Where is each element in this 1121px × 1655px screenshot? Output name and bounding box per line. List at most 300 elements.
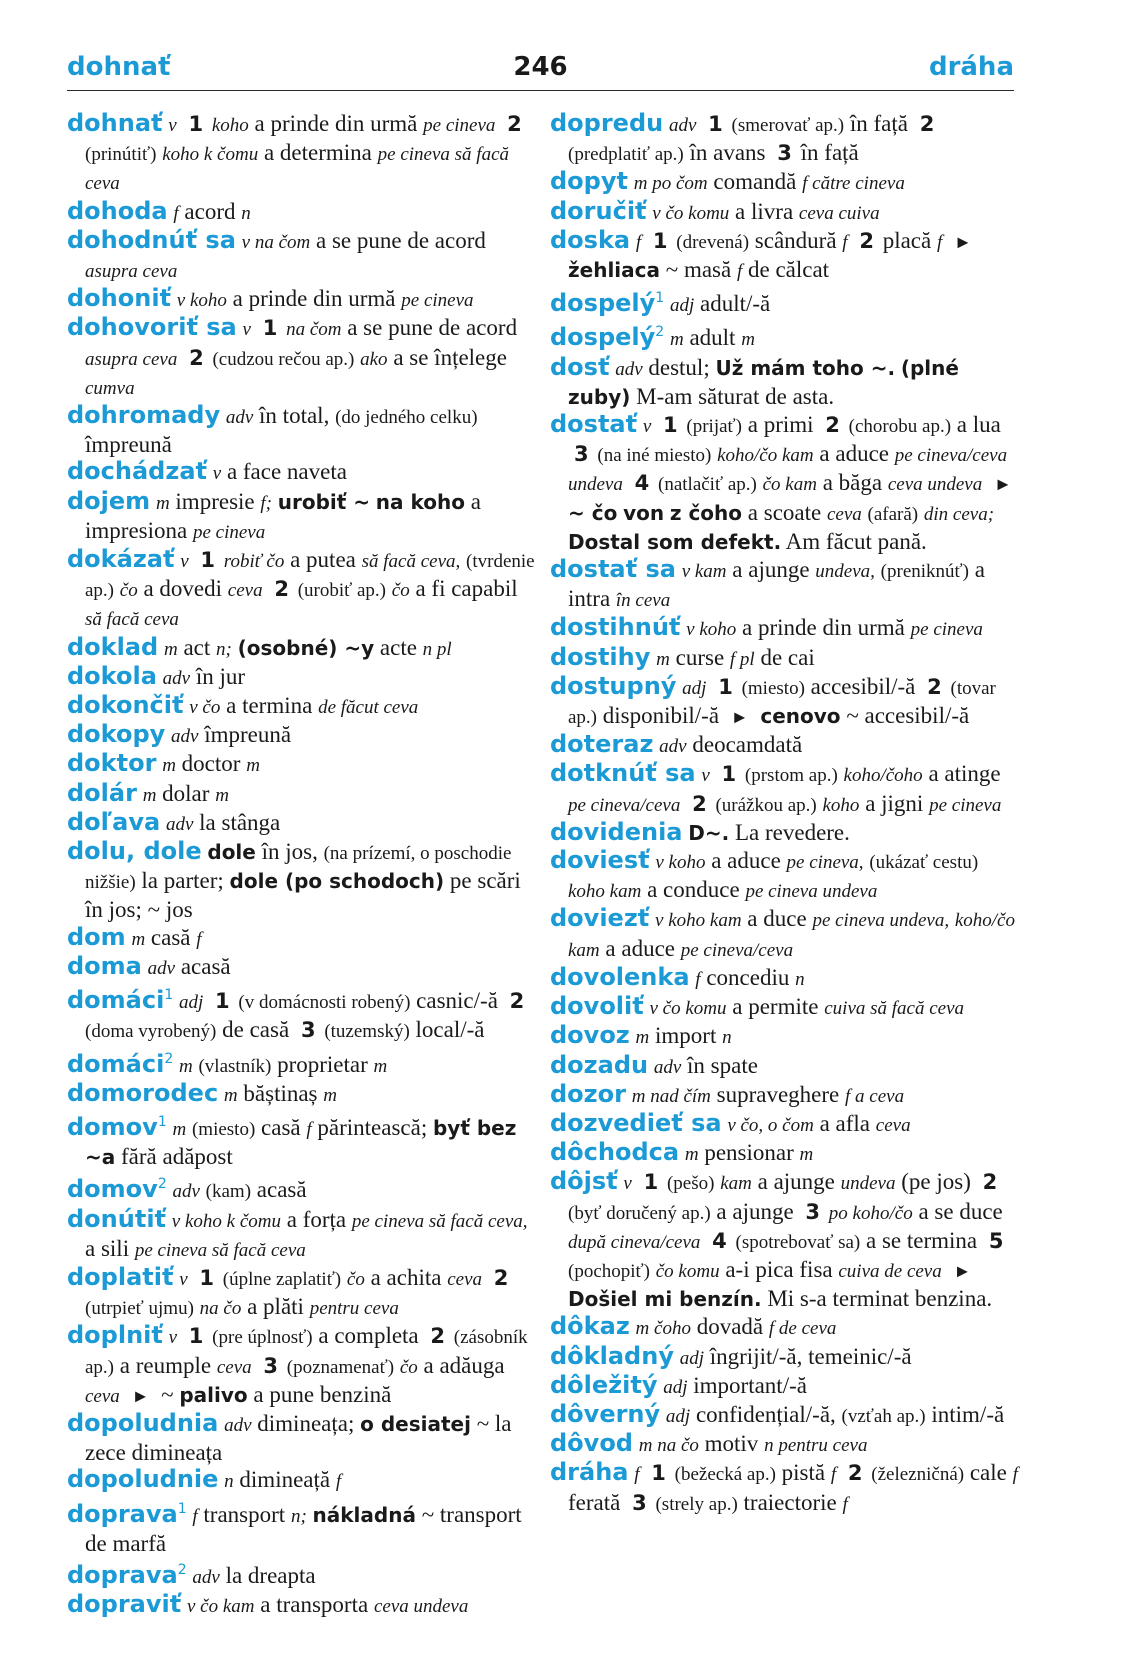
translation: a termina: [226, 693, 313, 719]
translation: împreună: [204, 722, 292, 748]
sense-number: 1: [663, 413, 678, 438]
headword: [550, 226, 630, 254]
sense-context: (miesto): [741, 677, 805, 699]
grammar-note: v čo komu: [652, 202, 730, 224]
dictionary-entry: [67, 780, 537, 809]
headword: [67, 1205, 166, 1233]
grammar-note: ceva undeva: [887, 474, 983, 496]
grammar-note: m: [172, 1118, 187, 1140]
translation: Mi s-a terminat benzina.: [767, 1286, 993, 1312]
translation: a impresiona: [85, 488, 481, 543]
dictionary-entry: [67, 809, 537, 838]
headword: [67, 779, 137, 807]
translation: a scoate: [747, 499, 822, 525]
dictionary-entry: [67, 1206, 537, 1264]
grammar-note: pe cineva/ceva undeva: [568, 445, 1008, 496]
grammar-note: m: [373, 1055, 388, 1077]
translation: a se pune de acord: [347, 315, 518, 341]
sense-number: 1: [188, 112, 204, 136]
grammar-note: m po čom: [633, 173, 708, 195]
grammar-note: ceva cuiva: [798, 202, 880, 224]
grammar-note: pe cineva: [929, 794, 1002, 816]
headword-text: dozadu: [550, 1050, 649, 1079]
translation: a forța: [286, 1206, 347, 1232]
grammar-note: pentru ceva: [309, 1298, 399, 1320]
translation: comandă: [713, 169, 797, 195]
headword: [550, 846, 650, 874]
grammar-note: m: [131, 928, 146, 950]
right-column: [550, 110, 1020, 1518]
dictionary-entry: [67, 198, 537, 227]
translation: scândură: [754, 227, 837, 253]
grammar-note: m nad čím: [631, 1085, 711, 1107]
headword: [550, 1109, 722, 1137]
phrase: Dostal som defekt.: [568, 529, 782, 554]
dictionary-entry: [550, 354, 1020, 411]
phrase: nákladná: [312, 1502, 416, 1527]
headword: [550, 963, 690, 991]
grammar-note: m: [215, 784, 229, 806]
headword-text: dolár: [67, 778, 137, 807]
dictionary-entry: [550, 556, 1020, 614]
grammar-note: pe cineva undeva,: [812, 910, 950, 932]
grammar-note: m na čo: [638, 1435, 699, 1457]
headword: [550, 1458, 629, 1486]
grammar-note: v: [212, 463, 222, 485]
grammar-note: f a ceva: [844, 1085, 905, 1107]
grammar-note: n: [722, 1027, 732, 1049]
dictionary-entry: [67, 1046, 537, 1080]
headword-text: doprava: [67, 1560, 178, 1589]
grammar-note: ceva: [227, 580, 263, 602]
headword: [67, 720, 165, 748]
headword-text: dopyt: [550, 167, 628, 196]
translation: dimineață: [239, 1467, 331, 1493]
translation: pistă: [781, 1460, 826, 1486]
headword-text: dostihnúť: [550, 613, 681, 642]
dictionary-entry: [550, 760, 1020, 818]
translation: a adăuga: [423, 1352, 505, 1378]
translation: a aduce: [819, 441, 889, 467]
dictionary-entry: [550, 110, 1020, 168]
dictionary-entry: [550, 285, 1020, 319]
grammar-note: n: [795, 968, 805, 990]
headword-text: dôchodca: [550, 1138, 680, 1167]
grammar-note: f: [695, 968, 701, 990]
headword-text: dôjsť: [550, 1167, 618, 1196]
translation: a atinge: [928, 761, 1001, 787]
translation: import: [655, 1023, 717, 1049]
grammar-note: na čo: [199, 1298, 242, 1320]
translation: a-i pica fisa: [725, 1256, 833, 1282]
sense-number: 3: [632, 1490, 647, 1515]
dictionary-entry: [67, 838, 537, 924]
grammar-note: adj: [179, 992, 204, 1014]
grammar-note: m: [635, 1027, 650, 1049]
translation: a achita: [370, 1264, 442, 1290]
grammar-note: adj: [682, 677, 707, 699]
translation: ~: [161, 1381, 174, 1407]
arrow-marker: ►: [994, 474, 1012, 495]
phrase-note: ~ čo: [568, 500, 618, 525]
headword: [550, 1429, 633, 1457]
headword-text: dokola: [67, 661, 157, 690]
headword: [67, 808, 160, 836]
sense-context: (vlastník): [198, 1055, 272, 1077]
dictionary-entry: [67, 227, 537, 285]
headword: [550, 1167, 618, 1195]
grammar-note: čo: [399, 1356, 418, 1378]
sense-number: 3: [574, 442, 589, 467]
dictionary-entry: [67, 402, 537, 458]
arrow-marker: ►: [131, 1385, 150, 1406]
dictionary-entry: [67, 314, 537, 402]
translation: a putea: [290, 547, 356, 573]
sense-context: (smerovať ap.): [731, 115, 845, 136]
dictionary-entry: [550, 1139, 1020, 1168]
dictionary-entry: [67, 488, 537, 546]
sense-number: 3: [263, 1353, 279, 1378]
dictionary-entry: [550, 905, 1020, 963]
translation: de casă: [222, 1017, 290, 1043]
translation: a completa: [318, 1323, 419, 1349]
headword-text: doska: [550, 225, 631, 254]
grammar-note: v: [623, 1173, 632, 1195]
translation: a primi: [747, 412, 814, 438]
headword: [550, 289, 664, 317]
translation: ~ accesibil/-ă: [846, 703, 970, 729]
grammar-note: v čo: [189, 697, 221, 719]
translation: a transporta: [260, 1592, 369, 1618]
grammar-note: n pentru ceva: [764, 1435, 868, 1457]
translation: îngrijit/-ă, temeinic/-ă: [709, 1343, 912, 1369]
translation: casă: [261, 1114, 301, 1140]
headword-text: dospelý: [550, 289, 656, 318]
headword: [550, 1051, 648, 1079]
headword-text: doma: [67, 951, 142, 980]
headword-text: dohromady: [67, 401, 221, 430]
headword-text: dohovoriť sa: [67, 313, 237, 342]
dictionary-entry: [550, 168, 1020, 197]
headword: [67, 487, 150, 515]
grammar-note: pe cineva să facă ceva: [134, 1239, 306, 1261]
translation: a prinde din urmă: [232, 286, 396, 312]
translation: acasă: [256, 1177, 307, 1203]
headword-text: doplniť: [67, 1321, 163, 1350]
headword-text: dostupný: [550, 671, 677, 700]
translation: a reumple: [119, 1352, 212, 1378]
translation: dovadă: [696, 1314, 764, 1340]
translation: a băga: [822, 470, 883, 496]
sense-number: 2: [189, 345, 204, 370]
grammar-note: ceva: [85, 1385, 120, 1407]
headword-text: dovoliť: [550, 992, 644, 1021]
grammar-note: v kam: [681, 561, 727, 583]
grammar-note: adv: [165, 813, 194, 835]
sense-number: 2: [859, 228, 874, 253]
dictionary-entry: [67, 110, 537, 198]
grammar-note: koho/čo kam: [568, 910, 1015, 961]
grammar-note: m: [163, 638, 178, 660]
dictionary-entry: [67, 721, 537, 750]
translation: supraveghere: [716, 1081, 840, 1107]
grammar-note: čo komu: [655, 1260, 720, 1282]
sense-number: 1: [199, 1265, 215, 1290]
sense-number: 3: [777, 141, 792, 166]
translation: de cai: [760, 644, 815, 670]
headword-text: dopoludnie: [67, 1465, 219, 1494]
dictionary-entry: [550, 1052, 1020, 1081]
headword-text: doviezť: [550, 904, 650, 933]
grammar-note: undeva: [840, 1173, 896, 1195]
grammar-note: adv: [659, 736, 687, 758]
headword: [550, 167, 628, 195]
translation: Am făcut pană.: [785, 528, 927, 554]
translation: a duce: [747, 906, 807, 932]
translation: pe scări în jos; ~ jos: [85, 868, 521, 923]
sense-context: (prinútiť): [85, 144, 157, 166]
translation: a dovedi: [143, 576, 223, 602]
translation: dimineața;: [257, 1410, 355, 1436]
grammar-note: m: [741, 329, 755, 351]
headword-text: dozvedieť sa: [550, 1108, 722, 1137]
translation: a jigni: [865, 790, 924, 816]
translation: a aduce: [605, 935, 675, 961]
homonym-index: 1: [177, 1500, 187, 1517]
grammar-note: m: [684, 1144, 699, 1166]
sense-number: 3: [300, 1018, 316, 1043]
sense-context: (chorobu ap.): [848, 416, 952, 438]
grammar-note: pe cineva: [192, 521, 266, 543]
phrase: o desiatej: [360, 1411, 471, 1436]
translation: a ajunge: [716, 1198, 794, 1224]
homonym-index: 2: [655, 324, 665, 341]
sense-context: (strely ap.): [655, 1493, 738, 1515]
headword: [550, 759, 696, 787]
sense-number: 2: [430, 1324, 446, 1349]
translation: a livra: [735, 198, 794, 224]
dictionary-entry: [67, 1496, 537, 1557]
dictionary-entry: [67, 750, 537, 779]
grammar-note: n: [241, 202, 251, 224]
grammar-note: f pl: [729, 648, 755, 670]
grammar-note: n: [224, 1471, 234, 1493]
headword: [67, 313, 237, 341]
sense-context: (afară): [867, 503, 919, 525]
grammar-note: din ceva;: [923, 503, 995, 525]
dictionary-entry: [550, 411, 1020, 556]
grammar-note: m: [799, 1144, 814, 1166]
grammar-note: f: [1012, 1464, 1018, 1486]
sense-number: 1: [708, 112, 723, 136]
headword: [67, 1113, 167, 1141]
phrase: D~.: [688, 820, 730, 845]
sense-context: (železničná): [871, 1464, 965, 1486]
translation: pensionar: [704, 1140, 794, 1166]
translation: La revedere.: [734, 819, 850, 845]
translation: casnic/-ă: [416, 988, 498, 1014]
grammar-note: adj: [679, 1347, 704, 1369]
sense-number: 2: [847, 1461, 863, 1486]
sense-context: (pešo): [666, 1173, 715, 1195]
grammar-note: m: [155, 492, 170, 514]
headword: [67, 457, 207, 485]
grammar-note: f: [936, 231, 943, 253]
grammar-note: adv: [192, 1566, 220, 1588]
phrase: dole (po schodoch): [229, 869, 445, 894]
page-header: [67, 52, 1014, 92]
headword: [550, 410, 637, 438]
sense-number: 1: [643, 1170, 659, 1195]
grammar-note: f: [830, 1464, 837, 1486]
dictionary-entry: [550, 1022, 1020, 1051]
sense-number: 4: [634, 471, 650, 496]
grammar-note: koho k čomu: [162, 144, 259, 166]
headword-text: domov: [67, 1175, 158, 1204]
grammar-note: m: [323, 1084, 337, 1106]
grammar-note: f: [335, 1471, 342, 1493]
translation: în față: [849, 111, 908, 136]
headword-text: dôverný: [550, 1399, 661, 1428]
headword: [550, 555, 676, 583]
headword-text: doviesť: [550, 846, 650, 875]
headword: [550, 1312, 630, 1340]
translation: în total,: [259, 403, 330, 429]
translation: a plăti: [247, 1294, 304, 1320]
grammar-note: cuiva să facă ceva: [824, 998, 965, 1020]
grammar-note: m: [179, 1055, 193, 1077]
grammar-note: adj: [665, 1405, 691, 1427]
translation: acasă: [180, 953, 231, 979]
dictionary-entry: [67, 1109, 537, 1171]
translation: ~ la zece dimineața: [85, 1410, 512, 1466]
grammar-note: adv: [224, 1414, 252, 1436]
translation: a prinde din urmă: [254, 111, 418, 136]
translation: de călcat: [748, 257, 830, 283]
grammar-note: f: [635, 231, 642, 253]
dictionary-entry: [550, 993, 1020, 1022]
headword-text: dovidenia: [550, 817, 683, 846]
headword: [67, 1500, 187, 1528]
headword: [67, 1079, 218, 1107]
phrase: Už mám toho ~.: [715, 355, 896, 380]
translation: ~ masă: [665, 257, 732, 283]
headword: [67, 986, 173, 1014]
headword-text: donútiť: [67, 1204, 167, 1233]
sense-number: 2: [509, 989, 525, 1014]
grammar-note: pe cineva: [910, 619, 983, 641]
sense-context: (tovar ap.): [568, 677, 996, 729]
dictionary-entry: [550, 964, 1020, 993]
headword-text: dráha: [550, 1458, 629, 1487]
dictionary-entry: [67, 1080, 537, 1109]
sense-context: (kam): [205, 1181, 252, 1203]
translation: a pune benzină: [253, 1381, 392, 1407]
headword: [550, 643, 650, 671]
grammar-note: cuiva de ceva: [838, 1260, 942, 1282]
grammar-note: adv: [171, 726, 199, 748]
grammar-note: na čom: [286, 319, 342, 341]
page-number: 246: [513, 52, 568, 82]
headword: [67, 691, 183, 719]
grammar-note: čo: [391, 580, 410, 602]
headword: [550, 197, 647, 225]
arrow-marker: ►: [954, 231, 972, 252]
sense-number: 2: [919, 112, 935, 136]
translation: traiectorie: [743, 1489, 837, 1515]
headword: [67, 284, 171, 312]
grammar-note: m: [246, 755, 260, 777]
sense-number: 1: [215, 989, 230, 1014]
grammar-note: čo kam: [762, 474, 817, 496]
dictionary-entry: [550, 1401, 1020, 1430]
translation: deocamdată: [692, 732, 803, 758]
grammar-note: de făcut ceva: [318, 697, 419, 719]
dictionary-entry: [550, 1372, 1020, 1401]
headword: [550, 992, 644, 1020]
translation: adult/-ă: [699, 291, 771, 317]
headword: [67, 952, 142, 980]
dictionary-entry: [67, 1591, 537, 1620]
grammar-note: kam: [720, 1173, 752, 1195]
grammar-note: f către cineva: [802, 173, 905, 195]
sense-context: (drevená): [676, 231, 750, 253]
sense-context: (poznamenať): [286, 1356, 395, 1378]
sense-context: (tvrdenie ap.): [85, 551, 535, 602]
headword: [67, 545, 174, 573]
translation: M-am săturat de asta.: [636, 383, 835, 409]
sense-context: (natlačiť ap.): [658, 474, 757, 496]
grammar-note: ceva: [216, 1356, 252, 1378]
headword: [550, 109, 663, 137]
sense-context: (prstom ap.): [744, 765, 838, 787]
grammar-note: m: [142, 784, 157, 806]
grammar-note: koho: [211, 115, 249, 136]
translation: a determina: [263, 140, 372, 166]
grammar-note: f: [306, 1118, 312, 1140]
headword-text: dojem: [67, 486, 151, 515]
grammar-note: pe cineva/ceva: [680, 939, 794, 961]
dictionary-entry: [67, 458, 537, 487]
grammar-note: în ceva: [615, 590, 671, 612]
dictionary-entry: [550, 1081, 1020, 1110]
headword-text: dospelý: [550, 323, 656, 352]
translation: a permite: [732, 994, 819, 1020]
sense-context: (preniknúť): [880, 561, 969, 583]
grammar-note: adv: [162, 667, 191, 689]
headword: [67, 1590, 181, 1618]
sense-number: 1: [651, 1461, 666, 1486]
headword: [67, 1321, 163, 1349]
sense-number: 1: [200, 548, 216, 573]
grammar-note: m: [669, 329, 684, 351]
homonym-index: 1: [164, 987, 174, 1004]
sense-context: (cudzou rečou ap.): [212, 348, 355, 370]
translation: a lua: [956, 412, 1001, 438]
headword-text: doklad: [67, 632, 159, 661]
dictionary-entry: [67, 982, 537, 1045]
headword: [550, 613, 680, 641]
translation: disponibil/-ă: [602, 703, 720, 729]
phrase: urobiť ~: [277, 489, 371, 514]
grammar-note: v: [242, 319, 251, 341]
headword: [67, 662, 157, 690]
grammar-note: adv: [147, 957, 176, 979]
translation: a intra: [568, 557, 985, 612]
sense-context: (utrpieť ujmu): [85, 1298, 194, 1320]
headword-text: doteraz: [550, 730, 654, 759]
translation: a ajunge: [757, 1169, 835, 1195]
